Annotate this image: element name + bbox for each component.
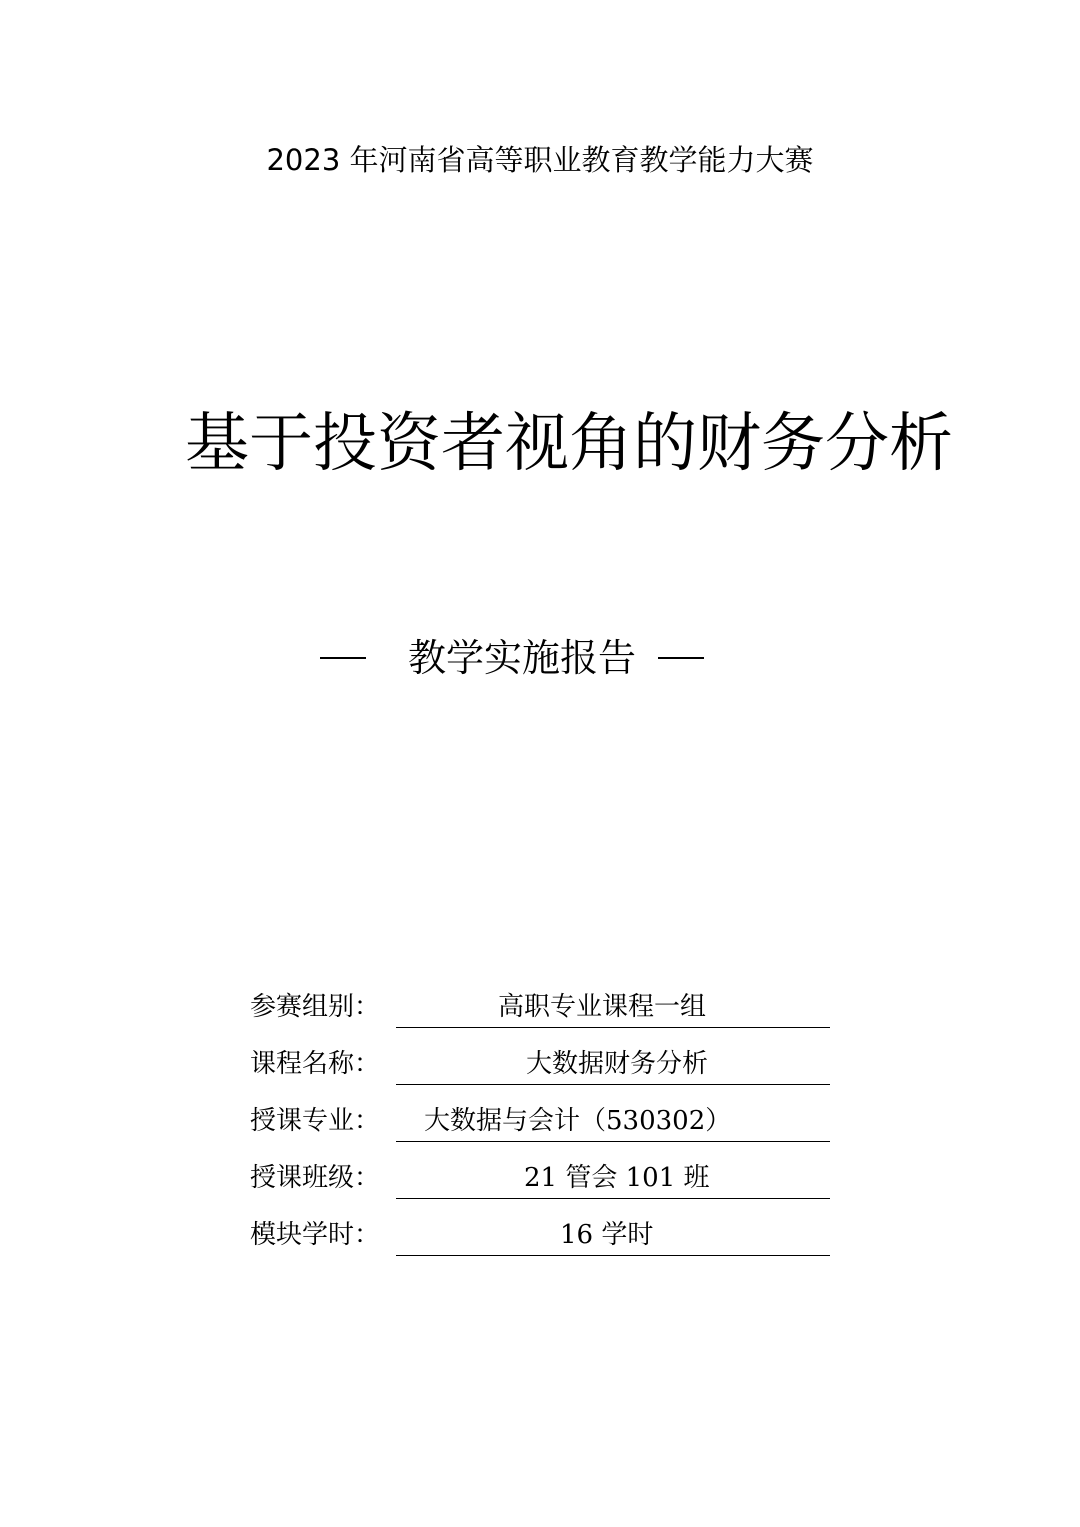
- right-dash-decoration: [658, 657, 704, 659]
- info-label-hours: 模块学时：: [250, 1220, 381, 1250]
- info-row-course: [250, 1042, 850, 1099]
- info-row-class: [250, 1156, 850, 1213]
- info-value-class: 21 管会 101 班: [524, 1163, 710, 1193]
- report-main-title: 基于投资者视角的财务分析: [185, 407, 953, 481]
- info-value-hours: 16 学时: [560, 1220, 654, 1250]
- info-row-hours: [250, 1213, 850, 1270]
- info-label-major: 授课专业：: [250, 1106, 381, 1136]
- info-field-class: [396, 1156, 830, 1199]
- subtitle-row: [320, 630, 704, 686]
- info-value-group: 高职专业课程一组: [498, 992, 707, 1022]
- left-dash-decoration: [320, 657, 366, 659]
- info-row-major: [250, 1099, 850, 1156]
- info-label-class: 授课班级：: [250, 1163, 381, 1193]
- info-field-group: [396, 985, 830, 1028]
- info-label-course: 课程名称：: [250, 1049, 381, 1079]
- info-field-course: [396, 1042, 830, 1085]
- info-block: [250, 985, 850, 1270]
- report-subtitle: 教学实施报告: [408, 636, 637, 680]
- info-label-group: 参赛组别：: [250, 992, 381, 1022]
- info-value-course: 大数据财务分析: [526, 1049, 709, 1079]
- info-field-major: [396, 1099, 830, 1142]
- info-field-hours: [396, 1213, 830, 1256]
- info-value-major: 大数据与会计（530302）: [424, 1106, 732, 1136]
- info-row-group: [250, 985, 850, 1042]
- contest-title: 2023 年河南省高等职业教育教学能力大赛: [266, 143, 814, 177]
